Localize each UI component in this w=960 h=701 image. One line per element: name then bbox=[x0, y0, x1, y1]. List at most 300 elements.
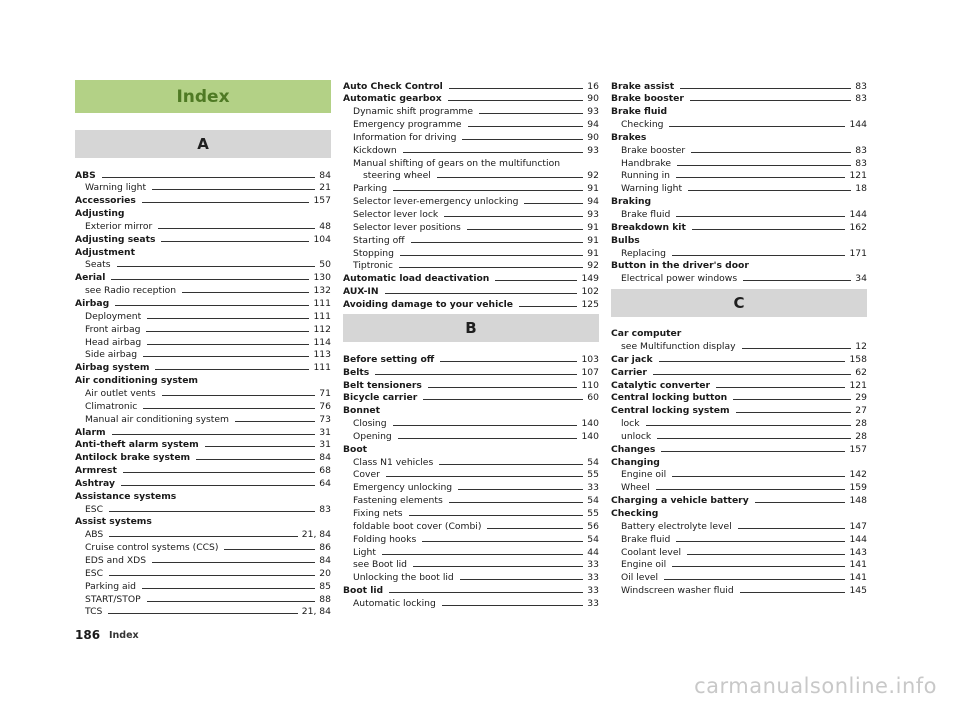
leader-line bbox=[733, 399, 851, 400]
index-entry bbox=[85, 399, 331, 412]
index-entry bbox=[611, 233, 867, 246]
index-term: Adjusting seats bbox=[75, 233, 156, 245]
index-entry bbox=[353, 519, 599, 532]
index-entry bbox=[85, 579, 331, 592]
page-reference: 73 bbox=[319, 413, 331, 425]
index-term: AUX-IN bbox=[343, 286, 379, 298]
index-term: Running in bbox=[621, 170, 670, 182]
leader-line bbox=[399, 267, 583, 268]
index-term: Selector lever lock bbox=[353, 209, 439, 220]
index-entry bbox=[353, 246, 599, 259]
page-reference: 141 bbox=[849, 572, 867, 584]
page-reference: 29 bbox=[855, 392, 867, 404]
page-reference: 54 bbox=[587, 495, 599, 507]
page-reference: 104 bbox=[313, 233, 331, 245]
index-entry bbox=[611, 220, 867, 233]
leader-line bbox=[109, 536, 298, 537]
index-entry bbox=[343, 584, 599, 597]
watermark-text: carmanualsonline.info bbox=[694, 674, 937, 698]
index-entry bbox=[85, 309, 331, 322]
page-reference: 16 bbox=[587, 80, 599, 92]
leader-line bbox=[224, 549, 315, 550]
leader-line bbox=[146, 331, 309, 332]
leader-line bbox=[646, 425, 852, 426]
leader-line bbox=[143, 408, 315, 409]
page-reference: 148 bbox=[849, 495, 867, 507]
index-entry bbox=[85, 258, 331, 271]
leader-line bbox=[656, 489, 846, 490]
index-term: Button in the driver's door bbox=[611, 260, 749, 272]
index-entry bbox=[621, 545, 867, 558]
page-reference: 84 bbox=[319, 169, 331, 181]
index-term: Airbag bbox=[75, 298, 110, 309]
page-reference: 48 bbox=[319, 220, 331, 232]
index-entry bbox=[343, 442, 599, 455]
page-reference: 12 bbox=[855, 340, 867, 352]
leader-line bbox=[690, 100, 851, 101]
index-term: Air conditioning system bbox=[75, 375, 198, 387]
index-term: Emergency programme bbox=[353, 119, 462, 131]
index-term: steering wheel bbox=[363, 170, 431, 182]
index-term: Brakes bbox=[611, 131, 647, 143]
index-term: Brake assist bbox=[611, 80, 675, 92]
index-term: Checking bbox=[621, 119, 664, 131]
page-reference: 141 bbox=[849, 559, 867, 571]
index-entry bbox=[343, 297, 599, 310]
page-reference: 44 bbox=[587, 546, 599, 558]
index-term: Fastening elements bbox=[353, 495, 443, 507]
index-entry bbox=[621, 208, 867, 221]
index-entry bbox=[343, 285, 599, 298]
index-entry bbox=[85, 528, 331, 541]
index-entry bbox=[611, 365, 867, 378]
index-entry bbox=[611, 195, 867, 208]
index-term: ABS bbox=[85, 529, 104, 541]
page-reference: 33 bbox=[587, 597, 599, 609]
index-term: Braking bbox=[611, 196, 652, 208]
page-reference: 28 bbox=[855, 430, 867, 442]
leader-line bbox=[423, 399, 583, 400]
index-entry bbox=[353, 156, 599, 169]
leader-line bbox=[117, 266, 316, 267]
index-term: START/STOP bbox=[85, 593, 141, 605]
index-entry bbox=[75, 194, 331, 207]
index-term: Tiptronic bbox=[353, 260, 393, 272]
index-entry bbox=[621, 143, 867, 156]
page-reference: 110 bbox=[581, 379, 599, 391]
page-reference: 90 bbox=[587, 93, 599, 105]
page-reference: 28 bbox=[855, 418, 867, 430]
index-entry bbox=[75, 489, 331, 502]
page-reference: 33 bbox=[587, 559, 599, 571]
index-term: Selector lever-emergency unlocking bbox=[353, 196, 519, 208]
index-entry bbox=[343, 378, 599, 391]
index-entry bbox=[75, 245, 331, 258]
page-reference: 121 bbox=[849, 170, 867, 182]
page-reference: 144 bbox=[849, 209, 867, 220]
page-reference: 84 bbox=[319, 452, 331, 464]
index-entry bbox=[75, 464, 331, 477]
leader-line bbox=[428, 387, 578, 388]
page-reference: 93 bbox=[587, 209, 599, 220]
page-reference: 94 bbox=[587, 196, 599, 208]
page-reference: 112 bbox=[313, 323, 331, 335]
index-entry bbox=[85, 335, 331, 348]
page-number: 186 bbox=[75, 628, 101, 642]
index-term: Automatic gearbox bbox=[343, 93, 442, 105]
page-reference: 121 bbox=[849, 379, 867, 391]
index-term: Auto Check Control bbox=[343, 80, 443, 92]
page-reference: 111 bbox=[313, 310, 331, 322]
index-term: Warning light bbox=[621, 183, 683, 195]
index-term: Belt tensioners bbox=[343, 379, 422, 391]
leader-line bbox=[657, 438, 851, 439]
page-reference: 92 bbox=[587, 170, 599, 182]
page-reference: 64 bbox=[319, 477, 331, 489]
index-entry bbox=[611, 352, 867, 365]
leader-line bbox=[487, 528, 583, 529]
leader-line bbox=[147, 318, 309, 319]
index-entry bbox=[75, 425, 331, 438]
index-entry bbox=[611, 92, 867, 105]
index-term: Carrier bbox=[611, 366, 647, 378]
page-reference: 91 bbox=[587, 221, 599, 233]
leader-line bbox=[449, 88, 583, 89]
index-term: Automatic load deactivation bbox=[343, 273, 490, 285]
leader-line bbox=[495, 280, 577, 281]
leader-line bbox=[659, 361, 846, 362]
index-entry bbox=[611, 259, 867, 272]
index-term: Dynamic shift programme bbox=[353, 106, 474, 118]
leader-line bbox=[442, 605, 584, 606]
page-reference: 90 bbox=[587, 131, 599, 143]
leader-line bbox=[152, 189, 315, 190]
index-entry bbox=[621, 169, 867, 182]
leader-line bbox=[112, 434, 316, 435]
index-term: Brake fluid bbox=[611, 106, 668, 118]
index-entry bbox=[353, 182, 599, 195]
index-entry bbox=[75, 451, 331, 464]
index-term: see Boot lid bbox=[353, 559, 408, 571]
leader-line bbox=[422, 541, 583, 542]
index-entry bbox=[343, 92, 599, 105]
index-entry bbox=[611, 455, 867, 468]
leader-line bbox=[738, 528, 846, 529]
index-term: ESC bbox=[85, 567, 104, 579]
index-term: Stopping bbox=[353, 247, 394, 259]
index-term: Accessories bbox=[75, 195, 136, 207]
index-entry bbox=[75, 374, 331, 387]
index-term: Oil level bbox=[621, 572, 659, 584]
index-entry bbox=[353, 233, 599, 246]
page-reference: 33 bbox=[587, 585, 599, 597]
page-reference: 91 bbox=[587, 234, 599, 246]
leader-line bbox=[743, 280, 851, 281]
page-reference: 55 bbox=[587, 508, 599, 519]
leader-line bbox=[524, 203, 583, 204]
index-term: Adjustment bbox=[75, 246, 135, 258]
leader-line bbox=[182, 292, 309, 293]
index-term: Cruise control systems (CCS) bbox=[85, 542, 219, 554]
index-entry bbox=[343, 391, 599, 404]
page-reference: 93 bbox=[587, 144, 599, 156]
index-term: Brake fluid bbox=[621, 533, 671, 545]
index-term: Opening bbox=[353, 430, 392, 442]
index-term: Alarm bbox=[75, 426, 106, 438]
index-entry bbox=[85, 386, 331, 399]
page-title: Index bbox=[176, 86, 230, 107]
page-reference: 71 bbox=[319, 387, 331, 399]
page-reference: 93 bbox=[587, 106, 599, 118]
index-entry bbox=[611, 105, 867, 118]
index-entry bbox=[353, 532, 599, 545]
leader-line bbox=[121, 485, 315, 486]
page-reference: 62 bbox=[855, 366, 867, 378]
leader-line bbox=[462, 139, 583, 140]
page-reference: 171 bbox=[849, 247, 867, 259]
index-entry bbox=[353, 558, 599, 571]
page-reference: 18 bbox=[855, 183, 867, 195]
leader-line bbox=[449, 502, 584, 503]
index-term: Climatronic bbox=[85, 400, 138, 412]
index-entry bbox=[353, 208, 599, 221]
leader-line bbox=[460, 579, 584, 580]
page-reference: 21, 84 bbox=[301, 529, 331, 541]
index-term: Armrest bbox=[75, 465, 117, 477]
page-reference: 147 bbox=[849, 520, 867, 532]
leader-line bbox=[479, 113, 583, 114]
page-reference: 158 bbox=[849, 353, 867, 365]
index-entry bbox=[621, 532, 867, 545]
index-term: Kickdown bbox=[353, 144, 397, 156]
index-entry bbox=[353, 143, 599, 156]
leader-line bbox=[385, 293, 578, 294]
index-term: Checking bbox=[611, 508, 659, 519]
leader-line bbox=[661, 451, 845, 452]
index-entry bbox=[343, 404, 599, 417]
index-title-banner bbox=[75, 80, 331, 113]
index-entry bbox=[353, 481, 599, 494]
index-term: Brake fluid bbox=[621, 209, 671, 220]
index-term: Anti-theft alarm system bbox=[75, 439, 199, 451]
leader-line bbox=[389, 592, 583, 593]
index-term: Front airbag bbox=[85, 323, 141, 335]
index-entry bbox=[611, 507, 867, 520]
index-term: Selector lever positions bbox=[353, 221, 461, 233]
index-entry bbox=[75, 207, 331, 220]
index-term: Seats bbox=[85, 259, 111, 271]
page-reference: 143 bbox=[849, 546, 867, 558]
leader-line bbox=[687, 554, 845, 555]
index-term: lock bbox=[621, 418, 640, 430]
index-entry bbox=[343, 79, 599, 92]
page-reference: 20 bbox=[319, 567, 331, 579]
index-entry bbox=[353, 596, 599, 609]
leader-line bbox=[409, 515, 584, 516]
leader-line bbox=[398, 438, 578, 439]
leader-line bbox=[672, 255, 846, 256]
leader-line bbox=[108, 613, 297, 614]
index-entry bbox=[75, 476, 331, 489]
leader-line bbox=[519, 306, 577, 307]
index-term: Manual shifting of gears on the multifunction bbox=[353, 157, 561, 169]
index-term: Closing bbox=[353, 418, 387, 430]
page-reference: 88 bbox=[319, 593, 331, 605]
index-term: Manual air conditioning system bbox=[85, 413, 230, 425]
index-term: Electrical power windows bbox=[621, 273, 738, 285]
index-entry bbox=[611, 442, 867, 455]
page-reference: 60 bbox=[587, 392, 599, 404]
leader-line bbox=[736, 412, 852, 413]
index-term: Breakdown kit bbox=[611, 221, 686, 233]
index-entry bbox=[353, 105, 599, 118]
page-reference: 83 bbox=[319, 503, 331, 515]
index-term: Starting off bbox=[353, 234, 405, 246]
leader-line bbox=[437, 177, 584, 178]
index-entry bbox=[353, 494, 599, 507]
leader-line bbox=[680, 88, 851, 89]
leader-line bbox=[393, 425, 578, 426]
index-entry bbox=[85, 502, 331, 515]
index-term: Assistance systems bbox=[75, 490, 177, 502]
index-entry bbox=[353, 417, 599, 430]
leader-line bbox=[102, 177, 316, 178]
leader-line bbox=[448, 100, 584, 101]
index-term: unlock bbox=[621, 430, 652, 442]
index-term: Air outlet vents bbox=[85, 387, 156, 399]
page-reference: 102 bbox=[581, 286, 599, 298]
leader-line bbox=[161, 241, 309, 242]
page-reference: 157 bbox=[849, 443, 867, 455]
index-term: Adjusting bbox=[75, 208, 125, 220]
index-entry bbox=[611, 378, 867, 391]
index-term: Catalytic converter bbox=[611, 379, 711, 391]
page-reference: 159 bbox=[849, 482, 867, 494]
leader-line bbox=[676, 177, 846, 178]
index-term: Exterior mirror bbox=[85, 220, 153, 232]
page-reference: 94 bbox=[587, 119, 599, 131]
page-reference: 91 bbox=[587, 183, 599, 195]
leader-line bbox=[386, 476, 583, 477]
section-letter-b: B bbox=[343, 314, 599, 342]
index-term: Car computer bbox=[611, 328, 682, 340]
leader-line bbox=[382, 554, 583, 555]
leader-line bbox=[413, 566, 583, 567]
page-reference: 132 bbox=[313, 285, 331, 297]
leader-line bbox=[653, 374, 851, 375]
index-term: Folding hooks bbox=[353, 533, 417, 545]
index-term: Central locking system bbox=[611, 405, 730, 417]
leader-line bbox=[692, 229, 846, 230]
index-term: EDS and XDS bbox=[85, 555, 147, 566]
page-reference: 55 bbox=[587, 469, 599, 481]
page-reference: 149 bbox=[581, 273, 599, 285]
page-reference: 68 bbox=[319, 465, 331, 477]
leader-line bbox=[142, 202, 310, 203]
index-entry bbox=[85, 219, 331, 232]
index-entry bbox=[75, 297, 331, 310]
index-entry bbox=[85, 181, 331, 194]
leader-line bbox=[677, 165, 851, 166]
index-term: see Radio reception bbox=[85, 285, 177, 297]
index-entry bbox=[75, 438, 331, 451]
leader-line bbox=[235, 421, 315, 422]
index-term: Assist systems bbox=[75, 516, 152, 528]
index-entry bbox=[353, 259, 599, 272]
page-reference: 54 bbox=[587, 533, 599, 545]
leader-line bbox=[688, 190, 851, 191]
leader-line bbox=[740, 592, 846, 593]
leader-line bbox=[403, 152, 584, 153]
page-reference: 83 bbox=[855, 93, 867, 105]
leader-line bbox=[467, 229, 583, 230]
leader-line bbox=[109, 511, 315, 512]
index-entry bbox=[621, 571, 867, 584]
index-term: Engine oil bbox=[621, 469, 667, 481]
index-term: Boot bbox=[343, 443, 368, 455]
page-reference: 142 bbox=[849, 469, 867, 481]
page-reference: 125 bbox=[581, 298, 599, 310]
index-entry bbox=[353, 220, 599, 233]
index-term: Aerial bbox=[75, 272, 106, 284]
footer-section-label: Index bbox=[109, 630, 139, 641]
index-term: see Multifunction display bbox=[621, 340, 736, 352]
index-entry bbox=[353, 545, 599, 558]
leader-line bbox=[439, 464, 583, 465]
page-reference: 107 bbox=[581, 366, 599, 378]
index-entry bbox=[85, 284, 331, 297]
page-reference: 157 bbox=[313, 195, 331, 207]
index-term: Brake booster bbox=[621, 144, 686, 156]
index-term: ABS bbox=[75, 169, 96, 181]
leader-line bbox=[400, 255, 583, 256]
index-term: Light bbox=[353, 546, 376, 558]
index-entry bbox=[621, 417, 867, 430]
leader-line bbox=[676, 216, 845, 217]
page-reference: 84 bbox=[319, 555, 331, 566]
page-reference: 111 bbox=[313, 298, 331, 309]
index-entry bbox=[621, 339, 867, 352]
index-term: Antilock brake system bbox=[75, 452, 191, 464]
index-entry bbox=[611, 79, 867, 92]
index-entry bbox=[85, 554, 331, 567]
index-entry bbox=[353, 118, 599, 131]
index-term: Fixing nets bbox=[353, 508, 403, 519]
index-term: Belts bbox=[343, 366, 370, 378]
index-entry bbox=[85, 322, 331, 335]
index-term: Bicycle carrier bbox=[343, 392, 418, 404]
index-term: Unlocking the boot lid bbox=[353, 572, 454, 584]
index-entry bbox=[85, 541, 331, 554]
leader-line bbox=[162, 395, 316, 396]
index-term: Deployment bbox=[85, 310, 142, 322]
page-reference: 83 bbox=[855, 80, 867, 92]
index-entry bbox=[343, 352, 599, 365]
index-entry bbox=[621, 156, 867, 169]
index-term: Head airbag bbox=[85, 336, 142, 348]
index-term: Before setting off bbox=[343, 353, 435, 365]
index-entry bbox=[621, 246, 867, 259]
page-reference: 140 bbox=[581, 430, 599, 442]
page-reference: 86 bbox=[319, 542, 331, 554]
leader-line bbox=[716, 387, 845, 388]
leader-line bbox=[196, 459, 315, 460]
index-entry bbox=[621, 429, 867, 442]
section-letter-c: C bbox=[611, 289, 867, 317]
index-term: Ashtray bbox=[75, 477, 115, 489]
index-term: Automatic locking bbox=[353, 597, 436, 609]
leader-line bbox=[672, 566, 845, 567]
